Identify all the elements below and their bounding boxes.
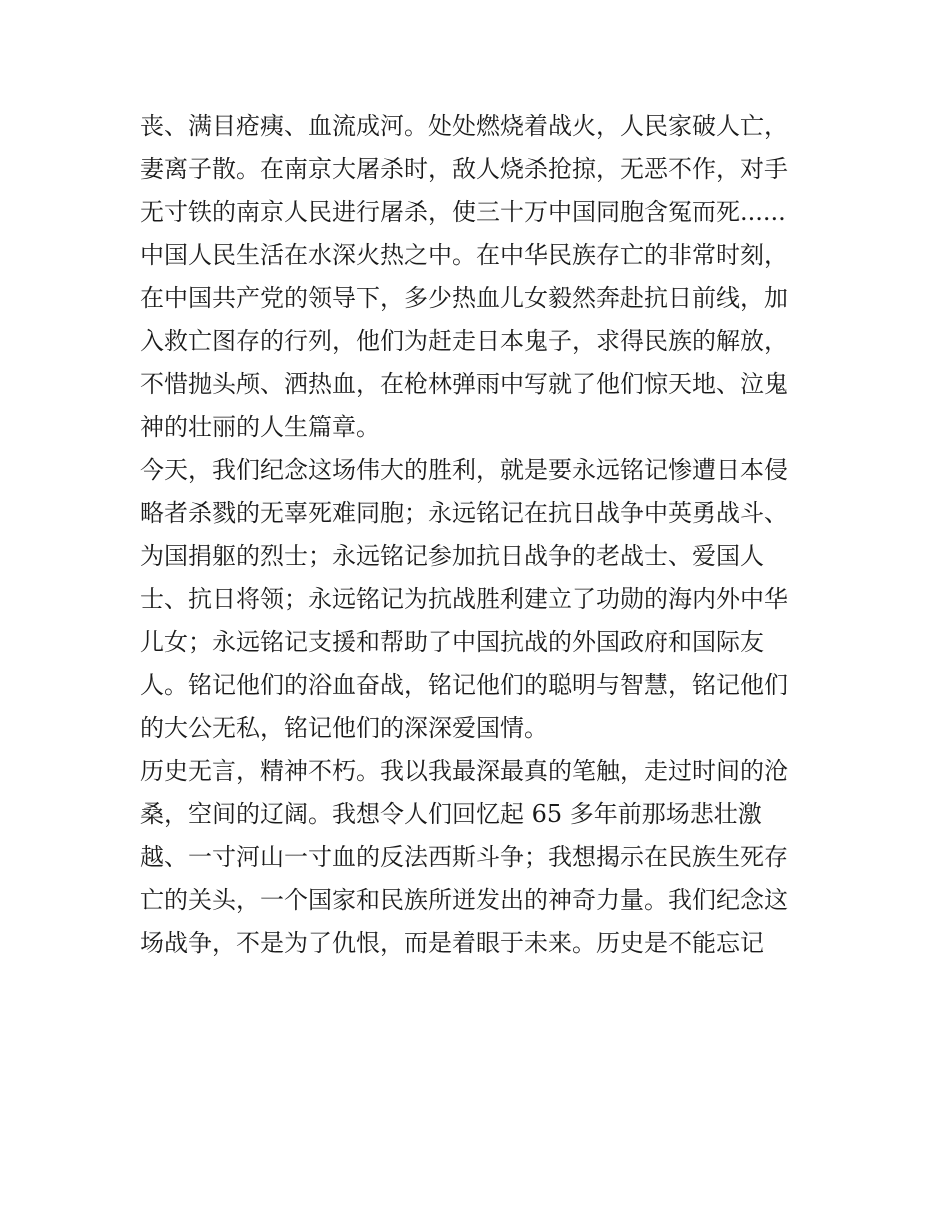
text-line: 士、抗日将领；永远铭记为抗战胜利建立了功勋的海内外中华	[140, 585, 788, 613]
text-line: 历史无言，精神不朽。我以我最深最真的笔触，走过时间的沧	[140, 757, 788, 785]
text-line: 儿女；永远铭记支援和帮助了中国抗战的外国政府和国际友	[140, 628, 764, 656]
body-text	[140, 105, 820, 965]
text-line: 无寸铁的南京人民进行屠杀，使三十万中国同胞含冤而死......	[140, 198, 786, 226]
text-line: 桑，空间的辽阔。我想令人们回忆起 65 多年前那场悲壮激	[140, 800, 762, 828]
text-line: 人。铭记他们的浴血奋战，铭记他们的聪明与智慧，铭记他们	[140, 671, 788, 699]
text-line: 神的壮丽的人生篇章。	[140, 413, 380, 441]
text-line: 略者杀戮的无辜死难同胞；永远铭记在抗日战争中英勇战斗、	[140, 499, 788, 527]
text-line: 不惜抛头颅、洒热血，在枪林弹雨中写就了他们惊天地、泣鬼	[140, 370, 788, 398]
text-line: 在中国共产党的领导下，多少热血儿女毅然奔赴抗日前线，加	[140, 284, 788, 312]
text-line: 入救亡图存的行列，他们为赶走日本鬼子，求得民族的解放，	[140, 327, 788, 355]
text-line: 中国人民生活在水深火热之中。在中华民族存亡的非常时刻，	[140, 241, 788, 269]
text-line: 的大公无私，铭记他们的深深爱国情。	[140, 714, 548, 742]
text-line: 越、一寸河山一寸血的反法西斯斗争；我想揭示在民族生死存	[140, 843, 788, 871]
text-line: 为国捐躯的烈士；永远铭记参加抗日战争的老战士、爱国人	[140, 542, 764, 570]
text-line: 亡的关头，一个国家和民族所迸发出的神奇力量。我们纪念这	[140, 886, 788, 914]
text-line: 妻离子散。在南京大屠杀时，敌人烧杀抢掠，无恶不作，对手	[140, 155, 788, 183]
text-line: 场战争，不是为了仇恨，而是着眼于未来。历史是不能忘记	[140, 929, 764, 957]
text-line: 丧、满目疮痍、血流成河。处处燃烧着战火，人民家破人亡，	[140, 112, 788, 140]
text-line: 今天，我们纪念这场伟大的胜利，就是要永远铭记惨遭日本侵	[140, 456, 788, 484]
